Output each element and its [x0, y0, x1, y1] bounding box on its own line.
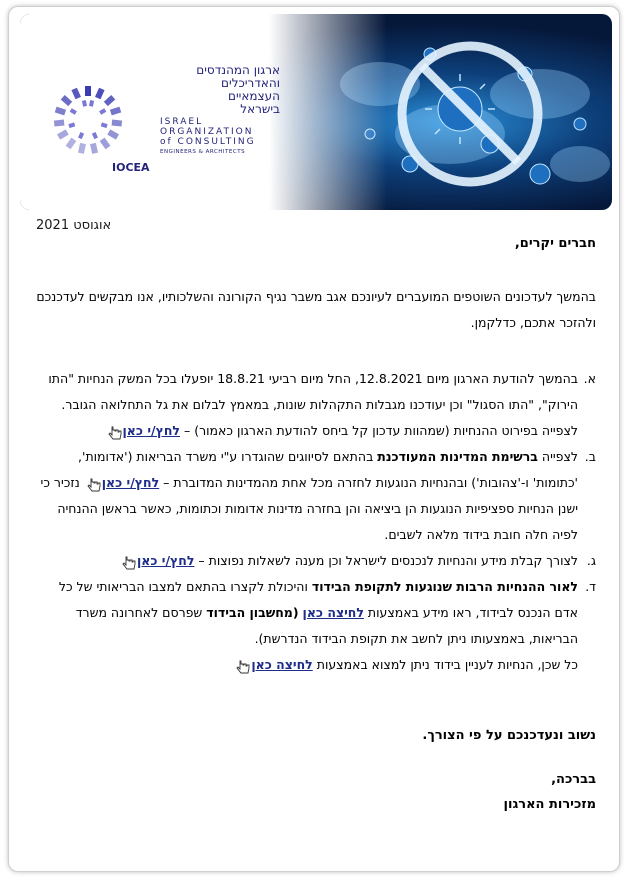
click-here-link[interactable]: לחיצה כאן [251, 657, 313, 672]
click-here-link[interactable]: לחץ/י כאן [101, 475, 160, 490]
updates-list [36, 366, 596, 678]
signature-regards: בברכה, [551, 772, 596, 787]
greeting: חברים יקרים, [514, 236, 596, 251]
header-banner [20, 14, 612, 210]
list-marker: א. [583, 371, 596, 386]
list-item [36, 366, 596, 444]
list-item [36, 574, 596, 678]
logo-hebrew-line: העצמאיים [228, 89, 280, 103]
item-text: לצורך קבלת מידע והנחיות לנכנסים לישראל וכן מענה לשאלות נפוצות – [198, 553, 578, 568]
item-text: כל שכן, הנחיות לעניין בידוד ניתן למצוא באמצעות [316, 657, 578, 672]
date: אוגוסט 2021 [36, 218, 112, 233]
list-marker: ג. [586, 553, 596, 568]
item-text: נזכיר כי ישנן הנחיות ספציפיות הנוגעות הן ביציאה והן בחזרה מדינות אדומות וכתומות, כאשר בראשן ההנחיה לפיה חלה חובת בידוד מלאה לשבים. [40, 475, 578, 542]
pointer-hand-icon [107, 425, 123, 441]
item-text: בהתאם לסיווגים שהוגדרו ע"י משרד הבריאות ('אדומות', 'כתומות' ו-'צהובות') ובהנחיות הנוגעות לחזרה מכל אחת מהמדינות המדוברת – [78, 449, 578, 490]
iocea-logo [40, 64, 280, 194]
logo-english-line: ORGANIZATION [160, 127, 254, 137]
logo-hebrew-line: והאדריכלים [221, 76, 280, 90]
pointer-hand-icon [86, 477, 102, 493]
logo-english-line: of CONSULTING [160, 137, 256, 147]
list-marker: ד. [585, 579, 596, 594]
click-here-link[interactable]: לחץ/י כאן [136, 553, 195, 568]
signature-sender: מזכירות הארגון [503, 797, 596, 812]
list-item [36, 548, 596, 574]
logo-english-line: ENGINEERS & ARCHITECTS [160, 149, 246, 155]
item-bold-text: לאור ההנחיות הרבות שנוגעות לתקופת הבידוד [311, 579, 578, 594]
logo-hebrew-line: בישראל [240, 102, 280, 116]
item-followup [36, 652, 578, 678]
logo-mark-icon [50, 82, 126, 158]
click-here-link[interactable]: לחיצה כאן [302, 605, 364, 620]
pointer-hand-icon [235, 659, 251, 675]
item-text: שפרסם לאחרונה משרד הבריאות, באמצעותו ניתן לחשב את תקופת הבידוד הנדרשת). [75, 605, 578, 646]
logo-acronym: IOCEA [112, 161, 150, 174]
closing-line: נשוב ונעדכנכם על פי הצורך. [422, 728, 596, 743]
item-text: והיכולת לקצרו בהתאם למצבו הבריאותי של כל אדם הנכנס לבידוד, ראו מידע באמצעות [58, 579, 578, 620]
logo-english-line: ISRAEL [160, 117, 204, 127]
intro-paragraph: בהמשך לעדכונים השוטפים המועברים לעיונכם אגב משבר נגיף הקורונה והשלכותיו, אנו מבקשים לעדכנכם ולהזכר אתכם, כדלקמן. [36, 289, 596, 330]
item-text: בהמשך להודעת הארגון מיום 12.8.2021, החל מיום רביעי 18.8.21 יופעלו בכל המשק הנחיות "התו הירוק", "התו הסגול" וכן יעודכנו מגבלות התקהלות שונות, במאמץ לבלום את גל התחלואה הגובר. לצפייה בפירוט ההנחיות (שמהוות עדכון קל ביחס להודעת הארגון כאמור) – [48, 371, 578, 438]
click-here-link[interactable]: לחץ/י כאן [122, 423, 180, 438]
logo-english-text [152, 117, 280, 157]
item-bold-text: (מחשבון הבידוד [206, 605, 299, 620]
item-bold-text: ברשימת המדינות המעודכנת [377, 449, 538, 464]
logo-hebrew-line: ארגון המהנדסים [196, 63, 280, 77]
list-item [36, 444, 596, 548]
logo-hebrew-text [152, 64, 280, 116]
item-text: לצפייה [541, 449, 578, 464]
pointer-hand-icon [121, 555, 137, 571]
list-marker: ב. [584, 449, 596, 464]
